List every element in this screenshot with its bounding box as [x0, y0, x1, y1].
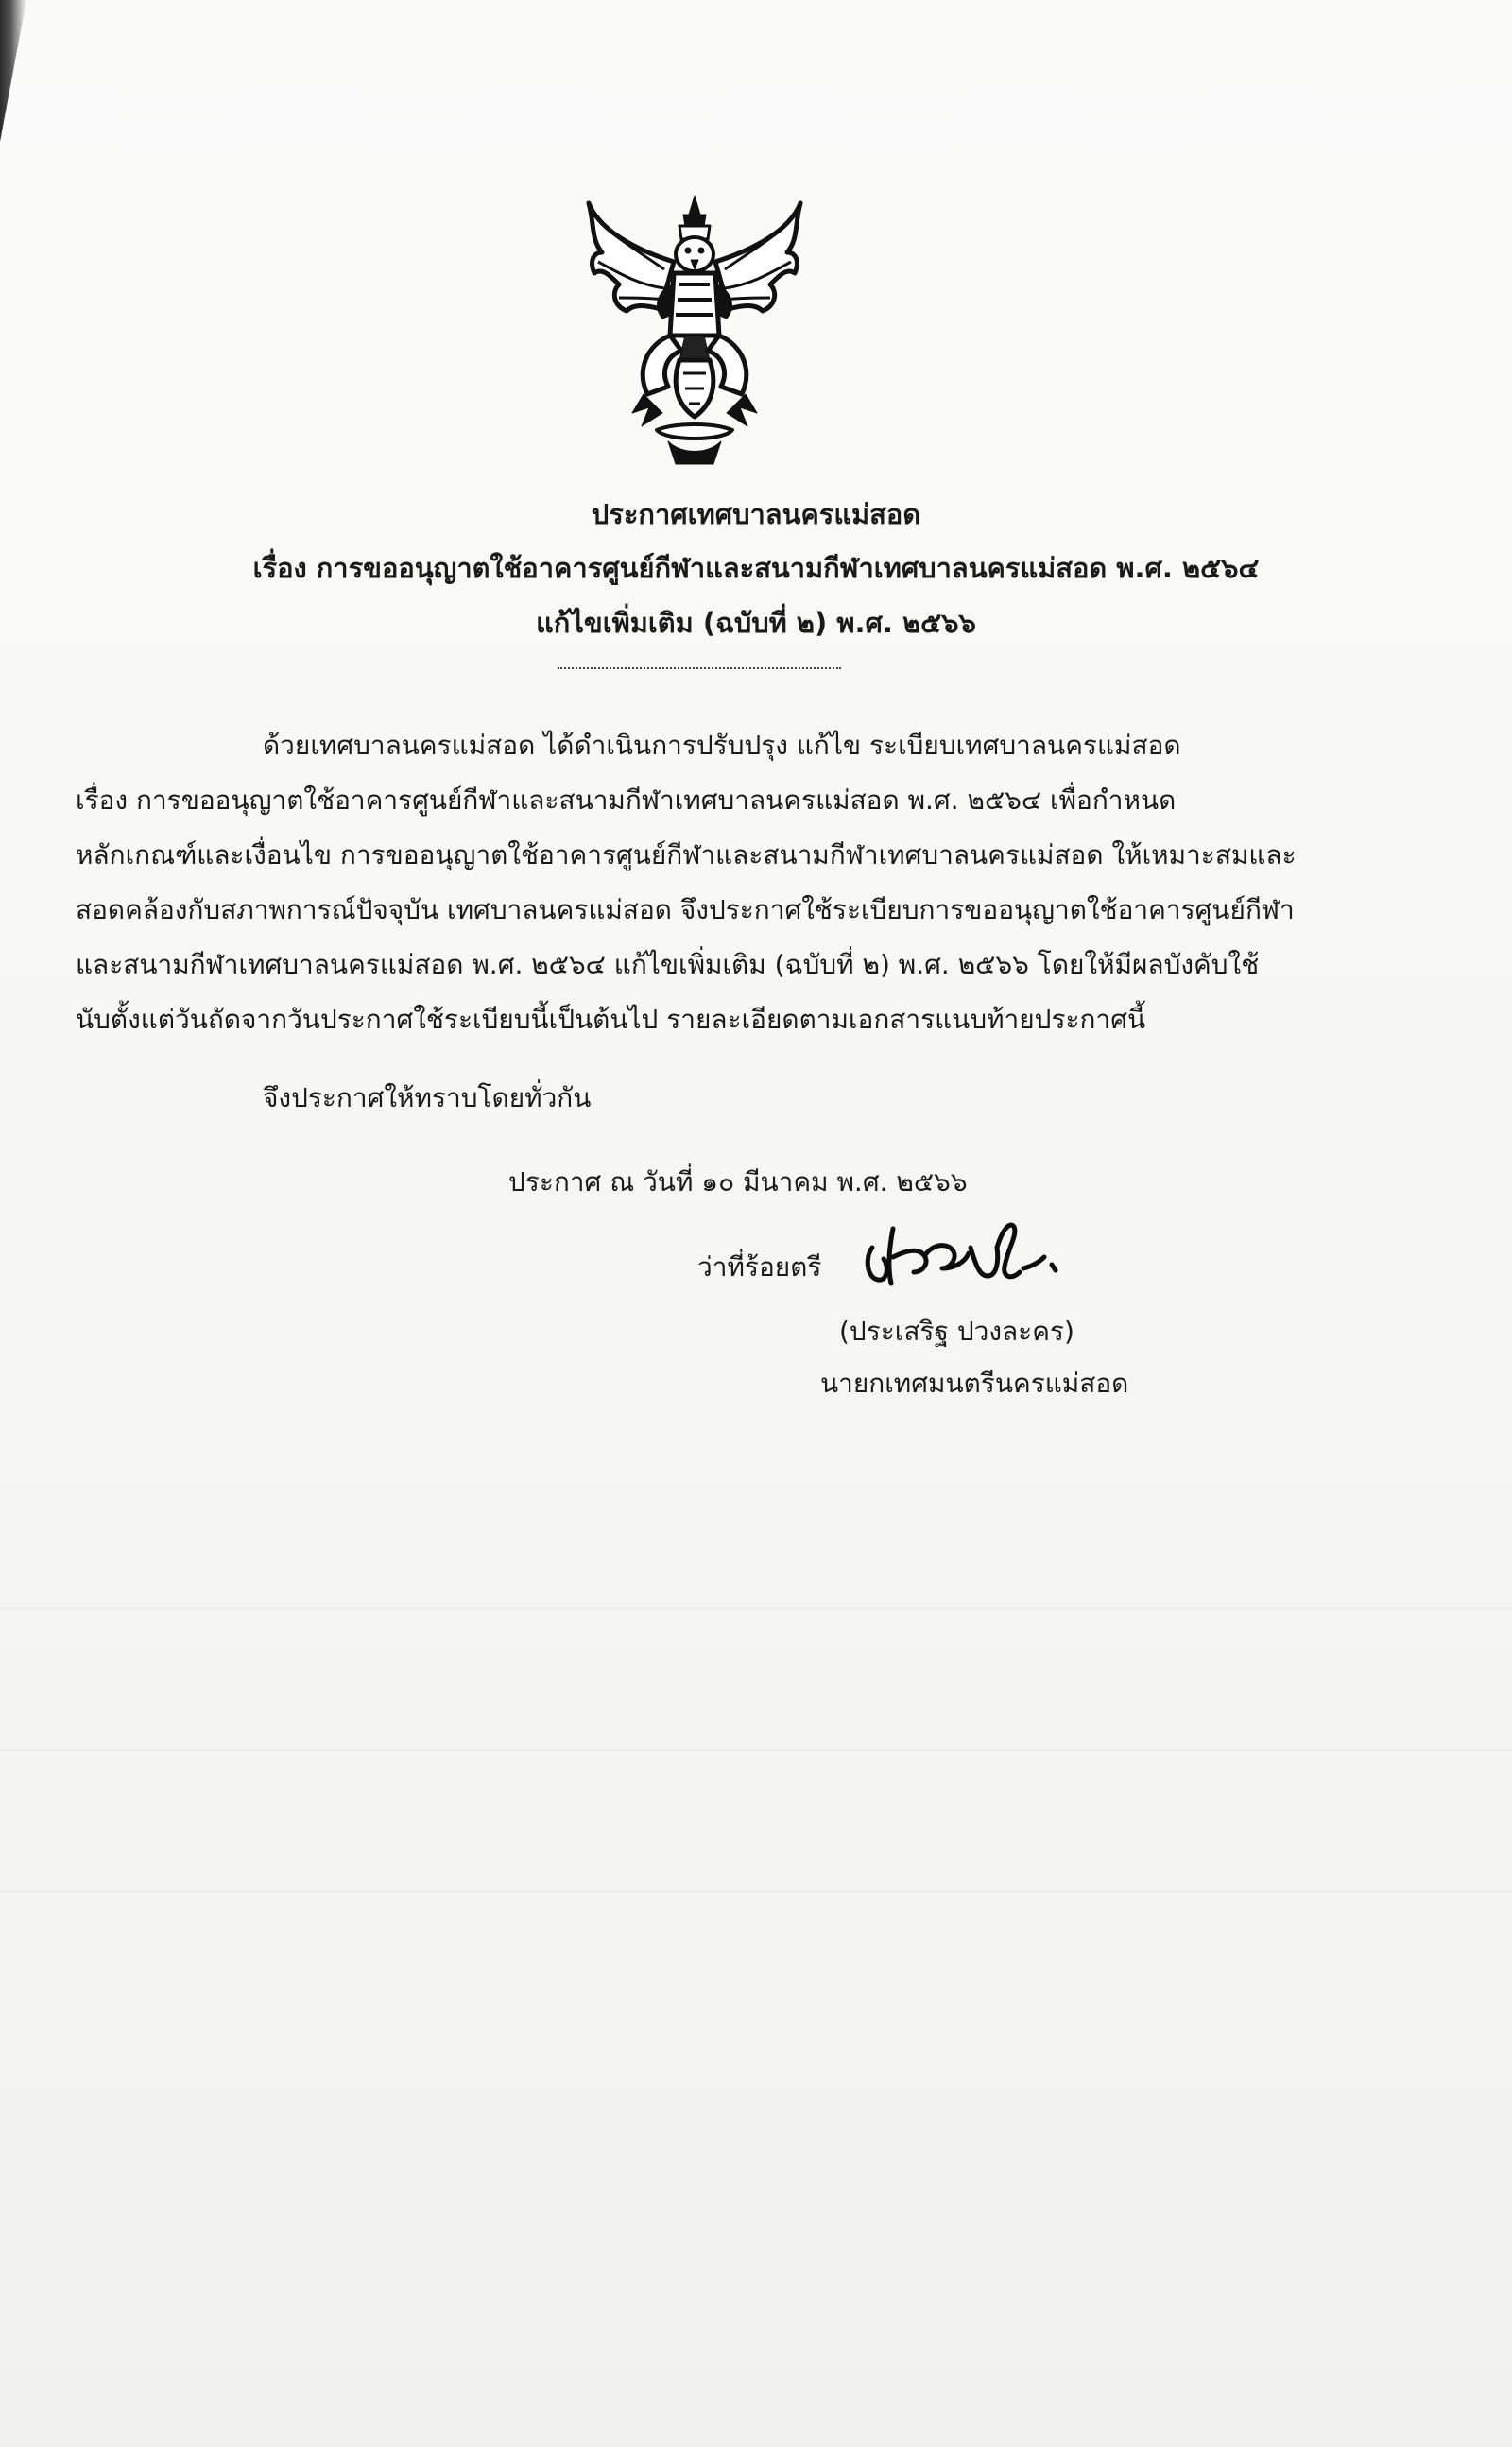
closing-line: จึงประกาศให้ทราบโดยทั่วกัน [263, 1082, 592, 1113]
body-line: ด้วยเทศบาลนครแม่สอด ได้ดำเนินการปรับปรุง แก้ไข ระเบียบเทศบาลนครแม่สอด [263, 730, 1181, 761]
show-through-mark [0, 1749, 1512, 1751]
page-corner-shadow [0, 0, 26, 142]
handwritten-signature [855, 1210, 1073, 1304]
announcement-subject: เรื่อง การขออนุญาตใช้อาคารศูนย์กีฬาและสนามกีฬาเทศบาลนครแม่สอด พ.ศ. ๒๕๖๔ [252, 552, 1260, 584]
body-line: สอดคล้องกับสภาพการณ์ปัจจุบัน เทศบาลนครแม่สอด จึงประกาศใช้ระเบียบการขออนุญาตใช้อาคารศูนย์กีฬา [76, 894, 1295, 925]
show-through-mark [0, 1607, 1512, 1610]
signatory-rank: ว่าที่ร้อยตรี [697, 1251, 822, 1283]
garuda-emblem [581, 194, 808, 468]
body-line: หลักเกณฑ์และเงื่อนไข การขออนุญาตใช้อาคารศูนย์กีฬาและสนามกีฬาเทศบาลนครแม่สอด ให้เหมาะสมและ [76, 839, 1297, 870]
signatory-position: นายกเทศมนตรีนครแม่สอด [820, 1368, 1129, 1399]
signatory-name: (ประเสริฐ ปวงละคร) [839, 1316, 1074, 1347]
announcement-title: ประกาศเทศบาลนครแม่สอด [591, 498, 921, 530]
announcement-amendment: แก้ไขเพิ่มเติม (ฉบับที่ ๒) พ.ศ. ๒๕๖๖ [536, 607, 976, 639]
body-line: และสนามกีฬาเทศบาลนครแม่สอด พ.ศ. ๒๕๖๔ แก้ไขเพิ่มเติม (ฉบับที่ ๒) พ.ศ. ๒๕๖๖ โดยให้มีผลบังคับใช้ [76, 949, 1260, 980]
announcement-date: ประกาศ ณ วันที่ ๑๐ มีนาคม พ.ศ. ๒๕๖๖ [508, 1166, 968, 1198]
body-line: นับตั้งแต่วันถัดจากวันประกาศใช้ระเบียบนี้เป็นต้นไป รายละเอียดตามเอกสารแนบท้ายประกาศนี้ [76, 1004, 1146, 1035]
body-line: เรื่อง การขออนุญาตใช้อาคารศูนย์กีฬาและสนามกีฬาเทศบาลนครแม่สอด พ.ศ. ๒๕๖๔ เพื่อกำหนด [76, 784, 1177, 816]
dotted-separator [558, 667, 841, 669]
show-through-mark [0, 1890, 1512, 1893]
